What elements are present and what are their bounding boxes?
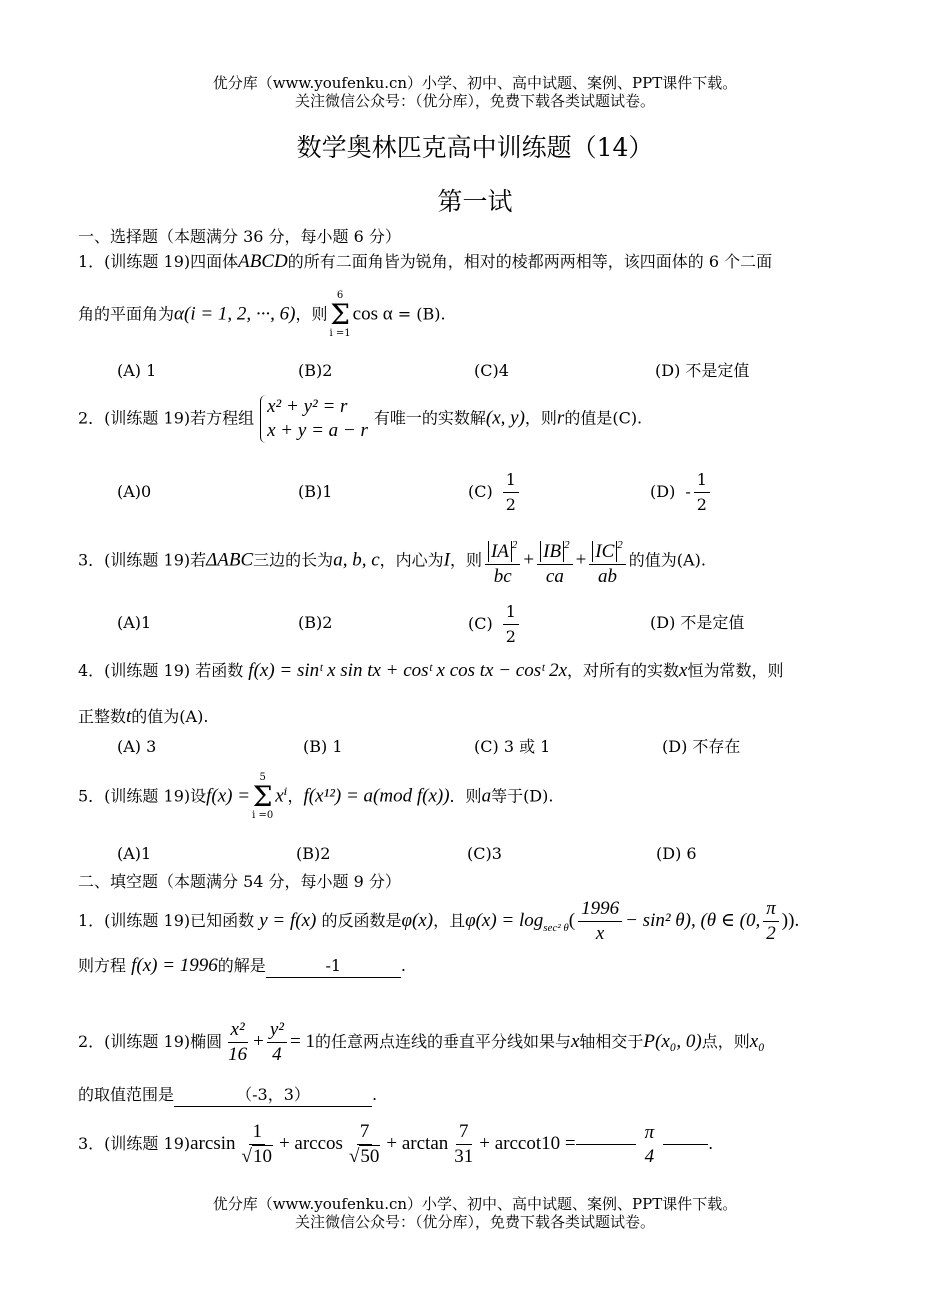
q1-line1 — [78, 251, 772, 273]
fill1-phi: φ(x) — [401, 910, 434, 931]
fill1-frac: $\frac{1996}{x}$ — [578, 897, 622, 946]
fill1-phidef: φ(x) = log — [465, 910, 544, 931]
fill1-eq: f(x) = 1996 — [131, 955, 218, 976]
fill2-prefix: 2．(训练题 19)椭圆 — [78, 1032, 223, 1051]
fill2-frac-x: $\frac{\text{x²}}{16}$ — [228, 1019, 248, 1065]
fill1-end: )). — [781, 910, 800, 931]
fill2-eq: = 1 — [289, 1031, 315, 1052]
q4-t: t — [126, 706, 132, 727]
q3-frac-ib: $\frac{IB ^2}{ca}$ — [537, 533, 572, 589]
fill1-answer-blank: -1 — [266, 955, 401, 978]
q5-term: xⁱ — [275, 785, 288, 807]
q3-text3: ，则 — [449, 550, 482, 570]
q4-formula: f(x) = sinᵗ x sin tx + cosᵗ x cos tx − cosᵗ 2x — [248, 660, 568, 681]
fill2-line1: 2．(训练题 19)椭圆 $\frac{\text{x²}}{16}$ + $\frac{\text{y²}}{4}$ = 1的任意两点连线的垂直平分线如果与x轴相交于P(x₀, 0)点，则x₀ — [78, 1019, 765, 1065]
q4-text2: 恒为常数，则 — [687, 661, 784, 680]
q5-f: f(x) = — [206, 785, 251, 807]
footer-line-2: 关注微信公众号：（优分库），免费下载各类试题试卷。 — [294, 1213, 655, 1231]
q5-congruence: f(x¹²) = a(mod f(x)) — [303, 785, 450, 807]
q2-xy: (x, y) — [485, 407, 525, 429]
fill2-period: . — [372, 1085, 378, 1104]
fill1-period: . — [400, 956, 406, 975]
fill3-arccot: + arccot10 = — [479, 1133, 576, 1154]
q5-option-b: (B)2 — [296, 844, 331, 863]
q5-mid: ， — [287, 786, 304, 806]
q4-line2 — [78, 706, 208, 728]
header-line-2: 关注微信公众号：（优分库），免费下载各类试题试卷。 — [294, 92, 655, 110]
q2-prefix: 2．(训练题 19)若方程组 — [78, 408, 255, 428]
q2-system: x² + y² = r x + y = a − r — [260, 395, 368, 443]
q1-alpha: α — [174, 303, 184, 325]
q4-option-d: (D) 不存在 — [662, 737, 741, 756]
fill2-x: x — [570, 1031, 580, 1052]
q3-option-c: (C) $\frac{1}{2}$ — [468, 600, 522, 649]
fill2-point: P(x₀, 0) — [643, 1031, 702, 1052]
q3-option-a: (A)1 — [117, 613, 152, 632]
header-line-1: 优分库（www.youfenku.cn）小学、初中、高中试题、案例、PPT课件下载。 — [212, 74, 738, 92]
q1-option-c: (C)4 — [474, 361, 509, 380]
q3-line: 3．(训练题 19)若ΔABC三边的长为a, b, c，内心为I，则 $\frac{IA ^2}{bc}$ + $\frac{IB ^2}{ca}$ + $\frac{IC ^2}{ab}$ 的值为(A). — [78, 533, 706, 589]
fill1-pi-frac: $\frac{\pi}{2}$ — [763, 897, 779, 946]
q4-option-a: (A) 3 — [117, 737, 157, 756]
q4-x: x — [679, 660, 688, 681]
q3-option-b: (B)2 — [298, 613, 333, 632]
q5-text1: ．则 — [449, 786, 482, 806]
q2-line — [78, 395, 642, 443]
q5-option-d: (D) 6 — [656, 844, 697, 863]
fill1-text2: ，且 — [433, 911, 466, 930]
q2-option-d: (D) - $\frac{1}{2}$ — [650, 468, 713, 517]
fill3-frac1: $\frac{1}{√10}$ — [241, 1121, 272, 1167]
q1-sum: 6 Σ i =1 — [329, 290, 351, 339]
fill1-text1: 的反函数是 — [321, 911, 402, 930]
q4-prefix: 4．(训练题 19) 若函数 — [78, 661, 244, 680]
page-subtitle: 第一试 — [437, 187, 513, 216]
fill3-arcsin: arcsin — [190, 1133, 236, 1154]
q2-text3: 的值是(C). — [564, 408, 643, 428]
fill2-text2: 轴相交于 — [579, 1032, 644, 1051]
page-title: 数学奥林匹克高中训练题（14） — [296, 133, 654, 162]
q4-line1 — [78, 660, 783, 682]
q2-text2: ，则 — [524, 408, 557, 428]
q5-text2: 等于(D). — [491, 786, 554, 806]
q1-prefix: 1．(训练题 19)四面体 — [78, 252, 239, 271]
q2-text1: 有唯一的实数解 — [373, 408, 486, 428]
q1-option-a: (A) 1 — [117, 361, 157, 380]
fill3-line — [78, 1120, 713, 1169]
q4-line2a: 正整数 — [78, 707, 127, 726]
fill3-arccos: + arccos — [278, 1133, 343, 1154]
fill3-answer: π 4 — [644, 1121, 655, 1167]
q1-text2b: ，则 — [295, 304, 328, 324]
q2-r: r — [556, 407, 565, 429]
q4-text1: ，对所有的实数 — [567, 661, 680, 680]
fill1-line2a: 则方程 — [78, 956, 127, 975]
fill2-line2: 的取值范围是 — [78, 1085, 175, 1104]
q1-option-b: (B)2 — [298, 361, 333, 380]
fill3-period: . — [708, 1134, 714, 1153]
fill2-text3: 点，则 — [701, 1032, 750, 1051]
q3-frac-ia: $\frac{IA ^2}{bc}$ — [485, 533, 520, 589]
fill1-rest: − sin² θ), (θ ∈ (0, — [625, 910, 761, 931]
q4-option-b: (B) 1 — [303, 737, 343, 756]
q3-prefix: 3．(训练题 19)若 — [78, 550, 207, 570]
q3-option-d: (D) 不是定值 — [650, 613, 745, 632]
q3-frac-ic: $\frac{IC ^2}{ab}$ — [589, 533, 626, 589]
fill3-prefix: 3．(训练题 19) — [78, 1134, 191, 1153]
fill2-answer-blank: （-3，3） — [174, 1084, 372, 1107]
section2-heading: 二、填空题（本题满分 54 分，每小题 9 分） — [78, 872, 401, 891]
q3-text2: ，内心为 — [379, 550, 444, 570]
section1-heading: 一、选择题（本题满分 36 分，每小题 6 分） — [78, 227, 401, 246]
q5-option-c: (C)3 — [467, 844, 502, 863]
q1-cos: cos α — [352, 303, 393, 325]
q1-line2 — [78, 290, 446, 340]
fill1-line2 — [78, 955, 406, 978]
q3-text4: 的值为(A). — [628, 550, 706, 570]
q1-text2a: 角的平面角为 — [78, 304, 175, 324]
q1-answer: = (B). — [397, 304, 446, 324]
q5-option-a: (A)1 — [117, 844, 152, 863]
q1-text1: 的所有二面角皆为锐角，相对的棱都两两相等，该四面体的 6 个二面 — [287, 252, 773, 271]
q3-incenter: I — [443, 549, 450, 571]
q5-sum: 5 Σ i =0 — [252, 772, 274, 821]
q1-abcd: ABCD — [238, 251, 288, 272]
q4-option-c: (C) 3 或 1 — [474, 737, 551, 756]
q3-abc: a, b, c — [333, 549, 380, 571]
fill2-text1: 的任意两点连线的垂直平分线如果与 — [314, 1032, 571, 1051]
fill1-line1: 1．(训练题 19)已知函数 y = f(x) 的反函数是φ(x)，且$\varphi(x) = \log_{sec^2 \theta}$( $\frac{1996}{x}$ − sin² θ), (θ ∈ (0, $\frac{\pi}{2}$ )). — [78, 898, 800, 944]
q2-option-a: (A)0 — [117, 482, 152, 501]
fill3-frac3: $\frac{7}{31}$ — [454, 1121, 474, 1167]
fill1-line2b: 的解是 — [217, 956, 266, 975]
fill2-x0: x₀ — [749, 1031, 765, 1052]
q5-a: a — [481, 785, 492, 807]
fill3-arctan: + arctan — [386, 1133, 449, 1154]
fill1-logbase: sec² θ — [543, 922, 569, 934]
fill2-line2 — [78, 1084, 377, 1107]
footer-line-1: 优分库（www.youfenku.cn）小学、初中、高中试题、案例、PPT课件下载。 — [212, 1195, 738, 1213]
q3-triangle: ΔABC — [206, 549, 254, 571]
fill1-prefix: 1．(训练题 19)已知函数 — [78, 911, 255, 930]
q5-line — [78, 772, 553, 822]
q1-option-d: (D) 不是定值 — [655, 361, 750, 380]
q5-prefix: 5．(训练题 19)设 — [78, 786, 207, 806]
q3-text1: 三边的长为 — [253, 550, 334, 570]
q2-option-b: (B)1 — [298, 482, 333, 501]
fill2-frac-y: $\frac{\text{y²}}{4}$ — [267, 1018, 287, 1067]
q2-option-c: (C) $\frac{1}{2}$ — [468, 468, 522, 517]
fill3-frac2: $\frac{7}{√50}$ — [348, 1121, 380, 1167]
fill1-yfx: y = f(x) — [259, 910, 317, 931]
q1-range: (i = 1, 2, ···, 6) — [184, 303, 296, 325]
q4-line2b: 的值为(A). — [131, 707, 209, 726]
